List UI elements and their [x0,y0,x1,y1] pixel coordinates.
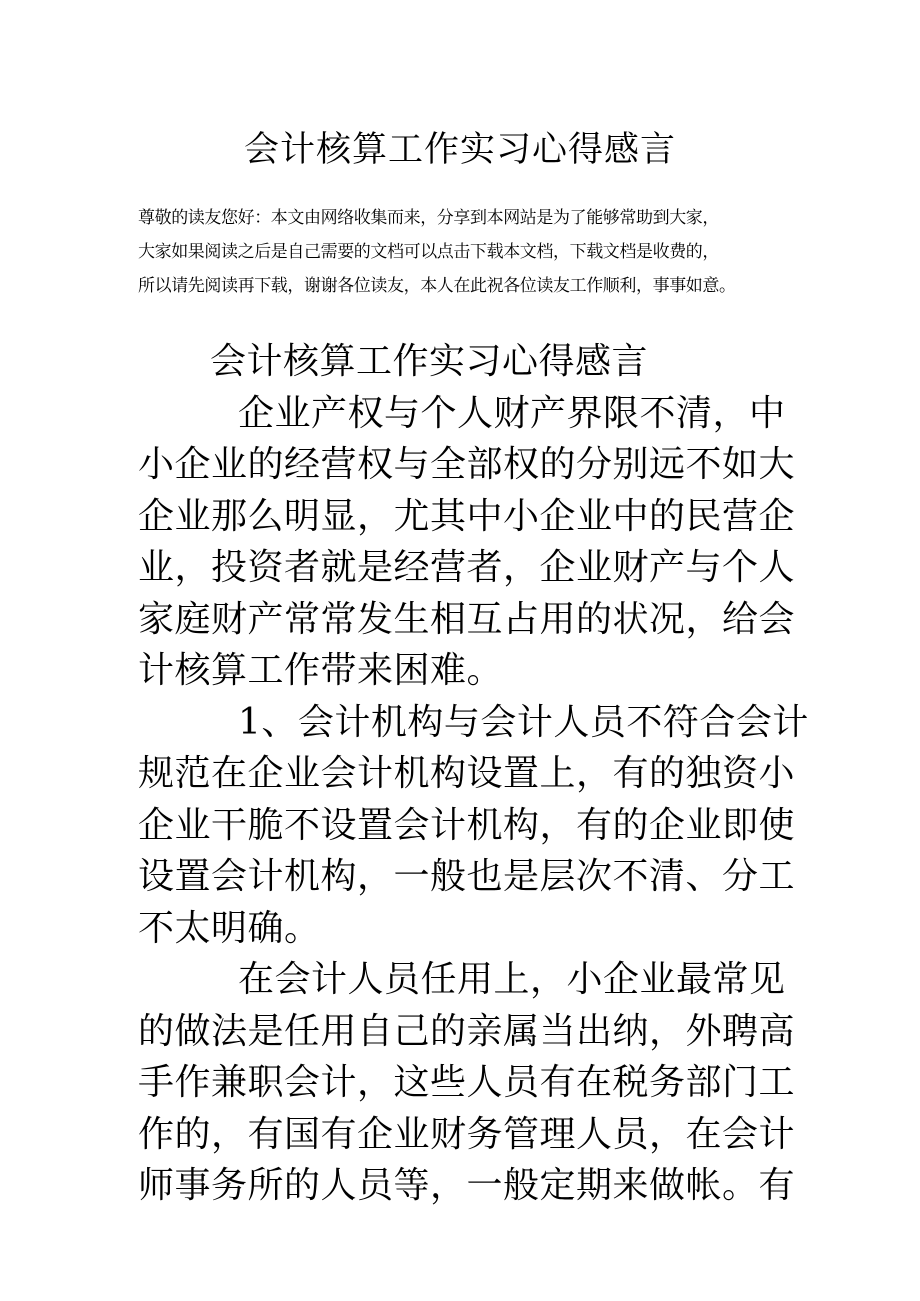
paragraph-line: 企业产权与个人财产界限不清，中 [238,392,786,434]
paragraph-line: 设置会计机构，一般也是层次不清、分工 [138,856,796,897]
notice-line: 尊敬的读友您好：本文由网络收集而来，分享到本网站是为了能够常助到大家， [138,208,719,228]
paragraph-line: 企业那么明显，尤其中小企业中的民营企 [138,495,796,537]
article-body [138,336,809,1212]
paragraph-line: 在会计人员任用上，小企业最常见 [238,959,786,1000]
notice-line: 所以请先阅读再下载，谢谢各位读友，本人在此祝各位读友工作顺利，事事如意。 [138,276,736,296]
article-subtitle: 会计核算工作实习心得感言 [210,341,649,382]
paragraph-line: 企业干脆不设置会计机构，有的企业即使 [138,804,796,846]
paragraph-line: 不太明确。 [138,907,321,949]
paragraph-line: 手作兼职会计，这些人员有在税务部门工 [138,1062,796,1103]
paragraph-line: 业，投资者就是经营者，企业财产与个人 [138,547,796,588]
reader-notice [138,201,788,303]
paragraph-line: 1、会计机构与会计人员不符合会计 [238,701,809,743]
paragraph-line: 家庭财产常常发生相互占用的状况，给会 [138,598,796,640]
document-title: 会计核算工作实习心得感言 [243,130,676,170]
notice-line: 大家如果阅读之后是自己需要的文档可以点击下载本文档，下载文档是收费的， [138,242,719,262]
paragraph-line: 作的，有国有企业财务管理人员，在会计 [138,1113,796,1155]
paragraph-line: 小企业的经营权与全部权的分别远不如大 [138,444,796,485]
paragraph-line: 的做法是任用自己的亲属当出纳，外聘高 [138,1010,796,1052]
paragraph-line: 规范在企业会计机构设置上，有的独资小 [138,753,796,794]
paragraph-line: 计核算工作带来困难。 [138,650,504,691]
paragraph-line: 师事务所的人员等，一般定期来做帐。有 [138,1165,796,1206]
